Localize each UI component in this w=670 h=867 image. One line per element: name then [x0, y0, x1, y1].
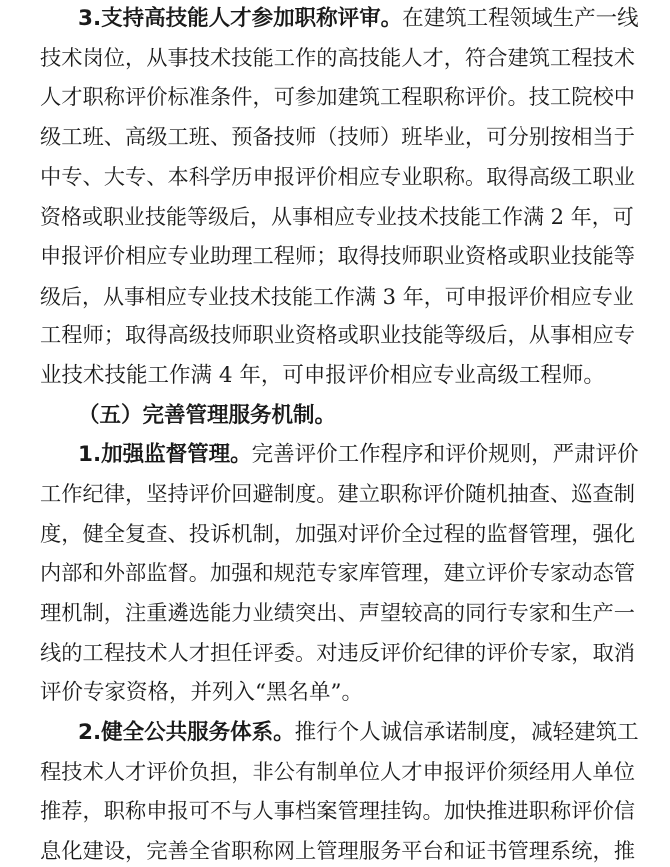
para3-line-1	[78, 718, 639, 748]
para1-line-3: 人才职称评价标准条件，可参加建筑工程职称评价。技工院校中	[40, 85, 636, 111]
para3-line-3: 推荐，职称申报可不与人事档案管理挂钩。加快推进职称评价信	[40, 799, 636, 825]
para2-line-3: 度，健全复查、投诉机制，加强对评价全过程的监督管理，强化	[40, 521, 636, 547]
para2-line-5: 理机制，注重遴选能力业绩突出、声望较高的同行专家和生产一	[40, 601, 636, 626]
section-title: （五）完善管理服务机制。	[78, 402, 337, 428]
para2-line-1	[78, 440, 639, 470]
para2-line-2: 工作纪律，坚持评价回避制度。建立职称评价随机抽查、巡查制	[40, 482, 636, 507]
para3-line-4: 息化建设，完善全省职称网上管理服务平台和证书管理系统，推	[40, 839, 636, 864]
para2-line-4: 内部和外部监督。加强和规范专家库管理，建立评价专家动态管	[40, 561, 636, 587]
para1-heading: 3.支持高技能人才参加职称评审。	[78, 6, 403, 31]
para1-line-9: 工程师；取得高级技师职业资格或职业技能等级后，从事相应专	[40, 323, 636, 349]
para3-line-2: 程技术人才评价负担，非公有制单位人才申报评价须经用人单位	[40, 759, 636, 785]
para1-text: 在建筑工程领域生产一线	[402, 6, 639, 31]
para1-line-2: 技术岗位，从事技术技能工作的高技能人才，符合建筑工程技术	[40, 45, 636, 71]
para1-line-8: 级后，从事相应专业技术技能工作满 3 年，可申报评价相应专业	[40, 284, 634, 309]
para2-heading: 1.加强监督管理。	[78, 442, 252, 468]
para3-text: 推行个人诚信承诺制度，减轻建筑工	[294, 720, 639, 745]
para1-line-5: 中专、大专、本科学历申报评价相应专业职称。取得高级工职业	[40, 164, 636, 190]
para2-line-6: 线的工程技术人才担任评委。对违反评价纪律的评价专家，取消	[40, 640, 636, 666]
para1-line-1	[78, 4, 639, 34]
para2-line-7: 评价专家资格，并列入“黑名单”。	[40, 680, 363, 706]
para1-line-10: 业技术技能工作满 4 年，可申报评价相应专业高级工程师。	[40, 363, 605, 388]
para3-heading: 2.健全公共服务体系。	[78, 720, 295, 745]
para1-line-6: 资格或职业技能等级后，从事相应专业技术技能工作满 2 年，可	[40, 205, 634, 230]
para2-text: 完善评价工作程序和评价规则，严肃评价	[251, 442, 639, 468]
para1-line-7: 申报评价相应专业助理工程师；取得技师职业资格或职业技能等	[40, 244, 636, 269]
para1-line-4: 级工班、高级工班、预备技师（技师）班毕业，可分别按相当于	[40, 125, 636, 150]
